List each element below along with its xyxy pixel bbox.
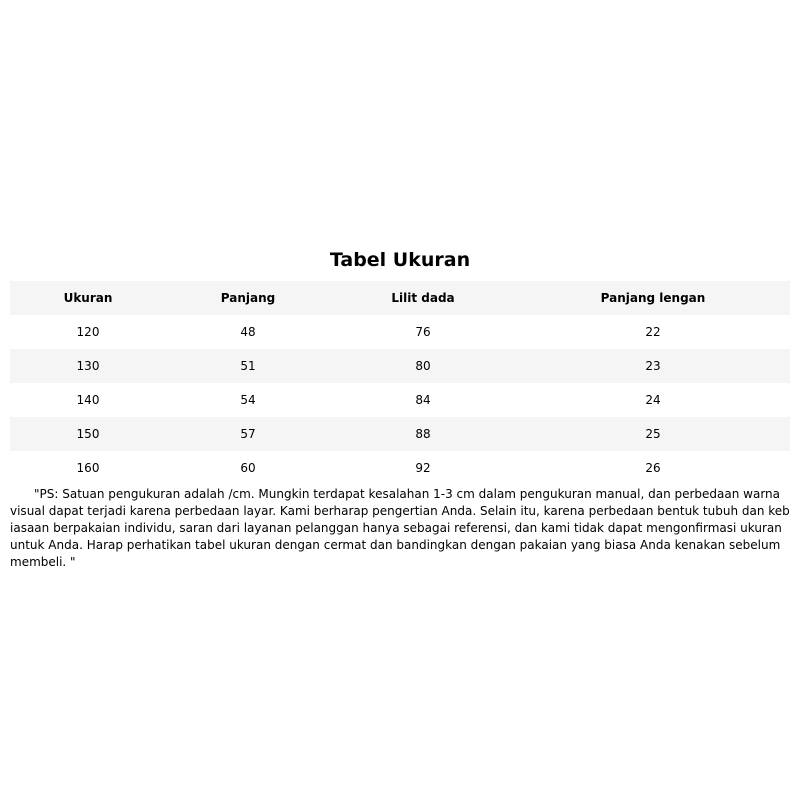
cell-lilit-dada: 92 — [415, 461, 431, 475]
size-table — [10, 281, 790, 485]
cell-panjang: 57 — [166, 417, 330, 451]
header-ukuran: Ukuran — [10, 281, 166, 315]
cell-panjang-lengan: 25 — [516, 417, 790, 451]
cell-ukuran: 150 — [10, 417, 166, 451]
cell-panjang: 60 — [240, 461, 256, 475]
table-row — [10, 315, 790, 349]
table-row — [10, 349, 790, 383]
header-panjang-lengan: Panjang lengan — [516, 281, 790, 315]
cell-ukuran: 130 — [10, 349, 166, 383]
cell-panjang-lengan: 22 — [645, 325, 661, 339]
page-title: Tabel Ukuran — [329, 249, 471, 271]
cell-lilit-dada: 84 — [415, 393, 431, 407]
measurement-note: "PS: Satuan pengukuran adalah /cm. Mungkin terdapat kesalahan 1-3 cm dalam pengukuran manual, dan perbedaan warna visual dapat terjadi karena perbedaan layar. Kami berharap pengertian Anda. Selain itu, karena perbedaan bentuk tubuh dan kebiasaan berpakaian individu, saran dari layanan pelanggan hanya sebagai referensi, dan kami tidak dapat mengonfirmasi ukuran untuk Anda. Harap perhatikan tabel ukuran dengan cermat dan bandingkan dengan pakaian yang biasa Anda kenakan sebelum membeli. " — [10, 487, 790, 569]
cell-ukuran: 120 — [76, 325, 100, 339]
cell-lilit-dada: 88 — [330, 417, 516, 451]
table-row — [10, 417, 790, 451]
cell-panjang-lengan: 24 — [645, 393, 661, 407]
cell-ukuran: 140 — [76, 393, 100, 407]
cell-panjang: 48 — [240, 325, 256, 339]
table-row — [10, 451, 790, 485]
cell-ukuran: 160 — [76, 461, 100, 475]
cell-lilit-dada: 76 — [415, 325, 431, 339]
cell-panjang: 54 — [240, 393, 256, 407]
table-header-row — [10, 281, 790, 315]
cell-panjang-lengan: 26 — [645, 461, 661, 475]
table-row — [10, 383, 790, 417]
cell-panjang-lengan: 23 — [516, 349, 790, 383]
header-lilit-dada: Lilit dada — [330, 281, 516, 315]
cell-panjang: 51 — [166, 349, 330, 383]
cell-lilit-dada: 80 — [330, 349, 516, 383]
header-panjang: Panjang — [166, 281, 330, 315]
